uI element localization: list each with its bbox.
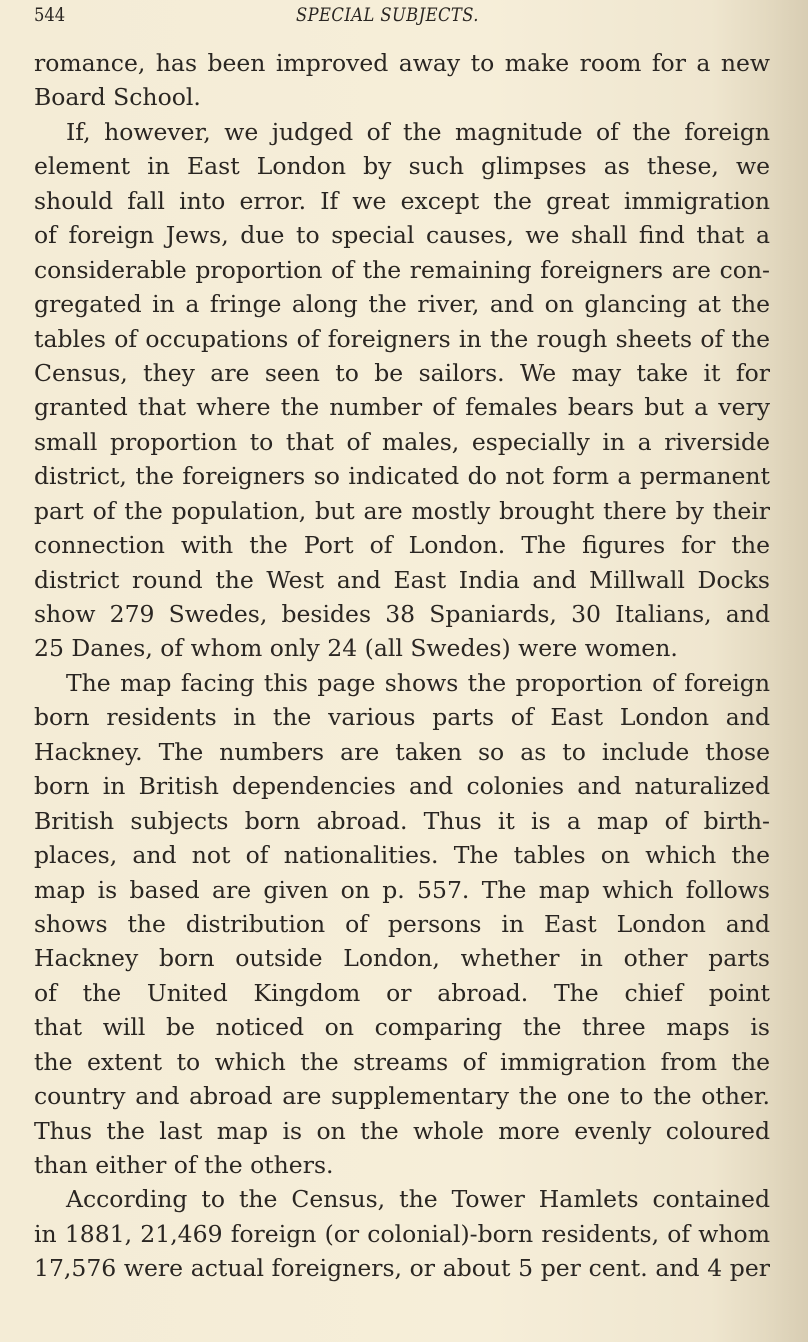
text-line: should fall into error. If we except the great immigration xyxy=(34,186,770,215)
text-line: Hackney. The numbers are taken so as to include those xyxy=(34,737,770,766)
text-line: country and abroad are supplementary the one to the other. xyxy=(34,1082,770,1111)
text-line: born in British dependencies and colonies and naturalized xyxy=(34,772,770,801)
text-line: Thus the last map is on the whole more evenly coloured xyxy=(34,1116,770,1145)
text-line: places, and not of nationalities. The tables on which the xyxy=(34,841,770,870)
text-line: map is based are given on p. 557. The map which follows xyxy=(34,875,770,904)
running-title: SPECIAL SUBJECTS. xyxy=(296,4,479,26)
text-line: considerable proportion of the remaining foreigners are con- xyxy=(34,255,770,284)
body-text xyxy=(34,46,770,1286)
text-line: The map facing this page shows the proportion of foreign xyxy=(66,668,770,697)
text-line: Hackney born outside London, whether in other parts xyxy=(34,944,770,973)
text-line: If, however, we judged of the magnitude of the foreign xyxy=(66,117,770,146)
text-line: of the United Kingdom or abroad. The chief point xyxy=(34,978,770,1007)
paragraph xyxy=(34,46,770,115)
page-number: 544 xyxy=(34,4,66,26)
text-line: than either of the others. xyxy=(34,1151,334,1179)
text-line: connection with the Port of London. The figures for the xyxy=(34,531,770,560)
text-line: According to the Census, the Tower Hamlets contained xyxy=(66,1185,770,1214)
text-line: tables of occupations of foreigners in the rough sheets of the xyxy=(34,324,770,353)
text-line: Census, they are seen to be sailors. We may take it for xyxy=(34,358,770,387)
text-line: show 279 Swedes, besides 38 Spaniards, 30 Italians, and xyxy=(34,600,770,628)
text-line: shows the distribution of persons in East London and xyxy=(34,909,770,938)
text-line: district, the foreigners so indicated do not form a permanent xyxy=(34,462,770,491)
text-line: gregated in a fringe along the river, and on glancing at the xyxy=(34,290,770,319)
text-line: element in East London by such glimpses as these, we xyxy=(34,152,770,181)
running-head xyxy=(34,4,774,34)
text-line: Board School. xyxy=(34,83,201,112)
text-line: small proportion to that of males, especially in a riverside xyxy=(34,427,770,456)
paragraph xyxy=(34,115,770,666)
text-line: British subjects born abroad. Thus it is a map of birth- xyxy=(34,806,770,835)
text-line: romance, has been improved away to make room for a new xyxy=(34,49,770,77)
text-line: of foreign Jews, due to special causes, we shall find that a xyxy=(34,221,770,250)
paragraph xyxy=(34,1182,770,1285)
paragraph xyxy=(34,666,770,1183)
text-line: part of the population, but are mostly brought there by their xyxy=(34,496,770,525)
text-line: in 1881, 21,469 foreign (or colonial)-born residents, of whom xyxy=(34,1219,770,1248)
text-line: granted that where the number of females bears but a very xyxy=(34,393,770,422)
text-line: the extent to which the streams of immigration from the xyxy=(34,1047,770,1076)
text-line: born residents in the various parts of East London and xyxy=(34,703,770,732)
text-line: 25 Danes, of whom only 24 (all Swedes) were women. xyxy=(34,634,678,663)
text-line: 17,576 were actual foreigners, or about 5 per cent. and 4 per xyxy=(34,1254,770,1283)
text-line: district round the West and East India and Millwall Docks xyxy=(34,565,770,594)
text-line: that will be noticed on comparing the three maps is xyxy=(34,1013,770,1042)
